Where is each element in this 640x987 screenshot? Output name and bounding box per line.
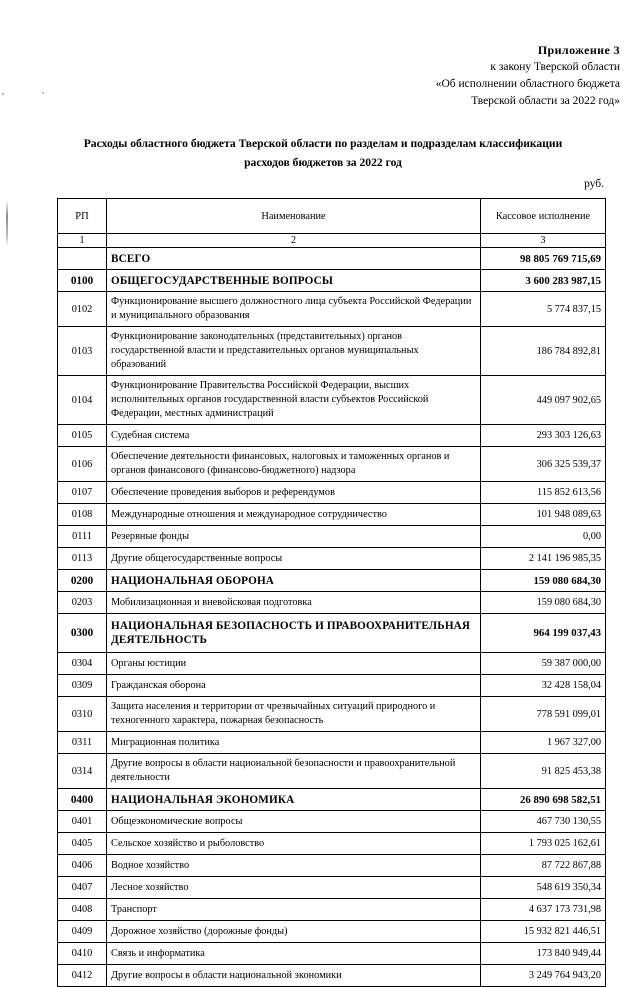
table-row <box>58 504 606 526</box>
page-title-line-1: Расходы областного бюджета Тверской области по разделам и подразделам классификации <box>83 137 563 150</box>
cell-cash-execution: 306 325 539,37 <box>481 447 606 482</box>
cell-cash-execution: 548 619 350,34 <box>481 877 606 899</box>
table-row <box>58 675 606 697</box>
table-row <box>58 732 606 754</box>
cell-cash-execution: 1 793 025 162,61 <box>481 833 606 855</box>
cell-cash-execution: 32 428 158,04 <box>481 675 606 697</box>
column-header-rp: РП <box>58 199 107 234</box>
cell-cash-execution: 101 948 089,63 <box>481 504 606 526</box>
cell-section-code: 0107 <box>58 482 107 504</box>
cell-cash-execution: 4 637 173 731,98 <box>481 899 606 921</box>
cell-cash-execution: 5 774 837,15 <box>481 292 606 327</box>
cell-section-name: Функционирование законодательных (представительных) органов государственной власти и представительных органов муниципальных образований <box>107 327 481 376</box>
cell-section-code: 0407 <box>58 877 107 899</box>
cell-section-name: Лесное хозяйство <box>107 877 481 899</box>
column-header-value: Кассовое исполнение <box>481 199 606 234</box>
cell-section-code: 0406 <box>58 855 107 877</box>
column-number-3: 3 <box>481 234 606 248</box>
cell-section-name: Защита населения и территории от чрезвычайных ситуаций природного и техногенного характера, пожарная безопасность <box>107 697 481 732</box>
cell-section-name: Органы юстиции <box>107 653 481 675</box>
table-row <box>58 653 606 675</box>
cell-section-code: 0311 <box>58 732 107 754</box>
scan-artifact-dot <box>42 92 44 94</box>
scan-artifact-edge <box>6 200 8 246</box>
table-row <box>58 425 606 447</box>
cell-cash-execution: 778 591 099,01 <box>481 697 606 732</box>
cell-section-code: 0405 <box>58 833 107 855</box>
cell-section-code: 0106 <box>58 447 107 482</box>
cell-section-name: Транспорт <box>107 899 481 921</box>
table-row <box>58 548 606 570</box>
cell-cash-execution: 115 852 613,56 <box>481 482 606 504</box>
cell-cash-execution: 293 303 126,63 <box>481 425 606 447</box>
table-row <box>58 327 606 376</box>
table-header <box>58 199 606 248</box>
cell-section-name: Гражданская оборона <box>107 675 481 697</box>
cell-section-code: 0108 <box>58 504 107 526</box>
cell-section-code: 0310 <box>58 697 107 732</box>
cell-section-name: Другие общегосударственные вопросы <box>107 548 481 570</box>
cell-section-name: Связь и информатика <box>107 943 481 965</box>
page-title <box>58 134 588 172</box>
cell-cash-execution: 98 805 769 715,69 <box>481 248 606 270</box>
cell-cash-execution: 26 890 698 582,51 <box>481 789 606 811</box>
cell-section-name: НАЦИОНАЛЬНАЯ БЕЗОПАСНОСТЬ И ПРАВООХРАНИТЕЛЬНАЯ ДЕЯТЕЛЬНОСТЬ <box>107 614 481 653</box>
cell-section-code: 0100 <box>58 270 107 292</box>
cell-cash-execution: 3 600 283 987,15 <box>481 270 606 292</box>
table-row <box>58 447 606 482</box>
table-row <box>58 248 606 270</box>
cell-section-code: 0113 <box>58 548 107 570</box>
cell-section-code: 0203 <box>58 592 107 614</box>
cell-section-code: 0200 <box>58 570 107 592</box>
cell-section-name: ВСЕГО <box>107 248 481 270</box>
table-row <box>58 526 606 548</box>
table-row <box>58 811 606 833</box>
cell-cash-execution: 467 730 130,55 <box>481 811 606 833</box>
cell-section-code: 0102 <box>58 292 107 327</box>
table-row <box>58 789 606 811</box>
table-row <box>58 899 606 921</box>
table-row <box>58 376 606 425</box>
cell-cash-execution: 3 249 764 943,20 <box>481 965 606 987</box>
cell-section-code: 0111 <box>58 526 107 548</box>
cell-cash-execution: 159 080 684,30 <box>481 592 606 614</box>
cell-cash-execution: 1 967 327,00 <box>481 732 606 754</box>
table-row <box>58 855 606 877</box>
table-row <box>58 270 606 292</box>
table-body <box>58 248 606 987</box>
cell-section-code: 0304 <box>58 653 107 675</box>
page-title-line-2: расходов бюджетов за 2022 год <box>244 156 402 169</box>
table-row <box>58 697 606 732</box>
cell-cash-execution: 2 141 196 985,35 <box>481 548 606 570</box>
cell-cash-execution: 159 080 684,30 <box>481 570 606 592</box>
cell-section-name: Резервные фонды <box>107 526 481 548</box>
scan-artifact-dot <box>2 93 4 95</box>
cell-section-name: Другие вопросы в области национальной безопасности и правоохранительной деятельности <box>107 754 481 789</box>
document-header-block <box>200 42 620 110</box>
cell-section-name: НАЦИОНАЛЬНАЯ ОБОРОНА <box>107 570 481 592</box>
cell-section-code: 0103 <box>58 327 107 376</box>
table-row <box>58 965 606 987</box>
cell-section-code <box>58 248 107 270</box>
table-row <box>58 592 606 614</box>
cell-section-code: 0412 <box>58 965 107 987</box>
cell-section-code: 0409 <box>58 921 107 943</box>
units-label: руб. <box>584 178 604 190</box>
appendix-law-line-2: «Об исполнении областного бюджета <box>435 78 620 90</box>
cell-section-code: 0408 <box>58 899 107 921</box>
cell-section-name: Миграционная политика <box>107 732 481 754</box>
cell-section-code: 0314 <box>58 754 107 789</box>
cell-section-name: Мобилизационная и вневойсковая подготовка <box>107 592 481 614</box>
appendix-law-line-3: Тверской области за 2022 год» <box>471 95 620 107</box>
cell-section-code: 0410 <box>58 943 107 965</box>
cell-cash-execution: 87 722 867,88 <box>481 855 606 877</box>
cell-cash-execution: 0,00 <box>481 526 606 548</box>
cell-section-code: 0400 <box>58 789 107 811</box>
table-row <box>58 877 606 899</box>
cell-section-name: Дорожное хозяйство (дорожные фонды) <box>107 921 481 943</box>
cell-cash-execution: 91 825 453,38 <box>481 754 606 789</box>
cell-section-name: НАЦИОНАЛЬНАЯ ЭКОНОМИКА <box>107 789 481 811</box>
cell-cash-execution: 173 840 949,44 <box>481 943 606 965</box>
cell-section-name: Международные отношения и международное сотрудничество <box>107 504 481 526</box>
cell-section-name: ОБЩЕГОСУДАРСТВЕННЫЕ ВОПРОСЫ <box>107 270 481 292</box>
table-row <box>58 614 606 653</box>
cell-section-name: Функционирование Правительства Российской Федерации, высших исполнительных органов государственной власти субъектов Российской Федерации, местных администраций <box>107 376 481 425</box>
cell-cash-execution: 449 097 902,65 <box>481 376 606 425</box>
table-row <box>58 570 606 592</box>
cell-section-code: 0105 <box>58 425 107 447</box>
cell-cash-execution: 186 784 892,81 <box>481 327 606 376</box>
cell-section-code: 0401 <box>58 811 107 833</box>
cell-section-name: Обеспечение деятельности финансовых, налоговых и таможенных органов и органов финансового (финансово-бюджетного) надзора <box>107 447 481 482</box>
budget-table <box>57 198 606 987</box>
table-row <box>58 482 606 504</box>
cell-section-name: Водное хозяйство <box>107 855 481 877</box>
cell-section-code: 0300 <box>58 614 107 653</box>
appendix-number: Приложение 3 <box>537 43 620 57</box>
cell-section-name: Функционирование высшего должностного лица субъекта Российской Федерации и муниципального образования <box>107 292 481 327</box>
table-row <box>58 754 606 789</box>
column-number-2: 2 <box>107 234 481 248</box>
cell-cash-execution: 59 387 000,00 <box>481 653 606 675</box>
appendix-law-line-1: к закону Тверской области <box>490 61 620 73</box>
budget-table-wrapper <box>57 198 605 987</box>
column-header-name: Наименование <box>107 199 481 234</box>
table-row <box>58 943 606 965</box>
cell-section-name: Обеспечение проведения выборов и референдумов <box>107 482 481 504</box>
cell-section-name: Другие вопросы в области национальной экономики <box>107 965 481 987</box>
column-number-1: 1 <box>58 234 107 248</box>
table-header-row <box>58 199 606 234</box>
cell-cash-execution: 15 932 821 446,51 <box>481 921 606 943</box>
table-column-number-row <box>58 234 606 248</box>
cell-section-name: Общеэкономические вопросы <box>107 811 481 833</box>
cell-section-code: 0104 <box>58 376 107 425</box>
table-row <box>58 833 606 855</box>
cell-section-name: Сельское хозяйство и рыболовство <box>107 833 481 855</box>
table-row <box>58 921 606 943</box>
cell-cash-execution: 964 199 037,43 <box>481 614 606 653</box>
cell-section-code: 0309 <box>58 675 107 697</box>
cell-section-name: Судебная система <box>107 425 481 447</box>
table-row <box>58 292 606 327</box>
